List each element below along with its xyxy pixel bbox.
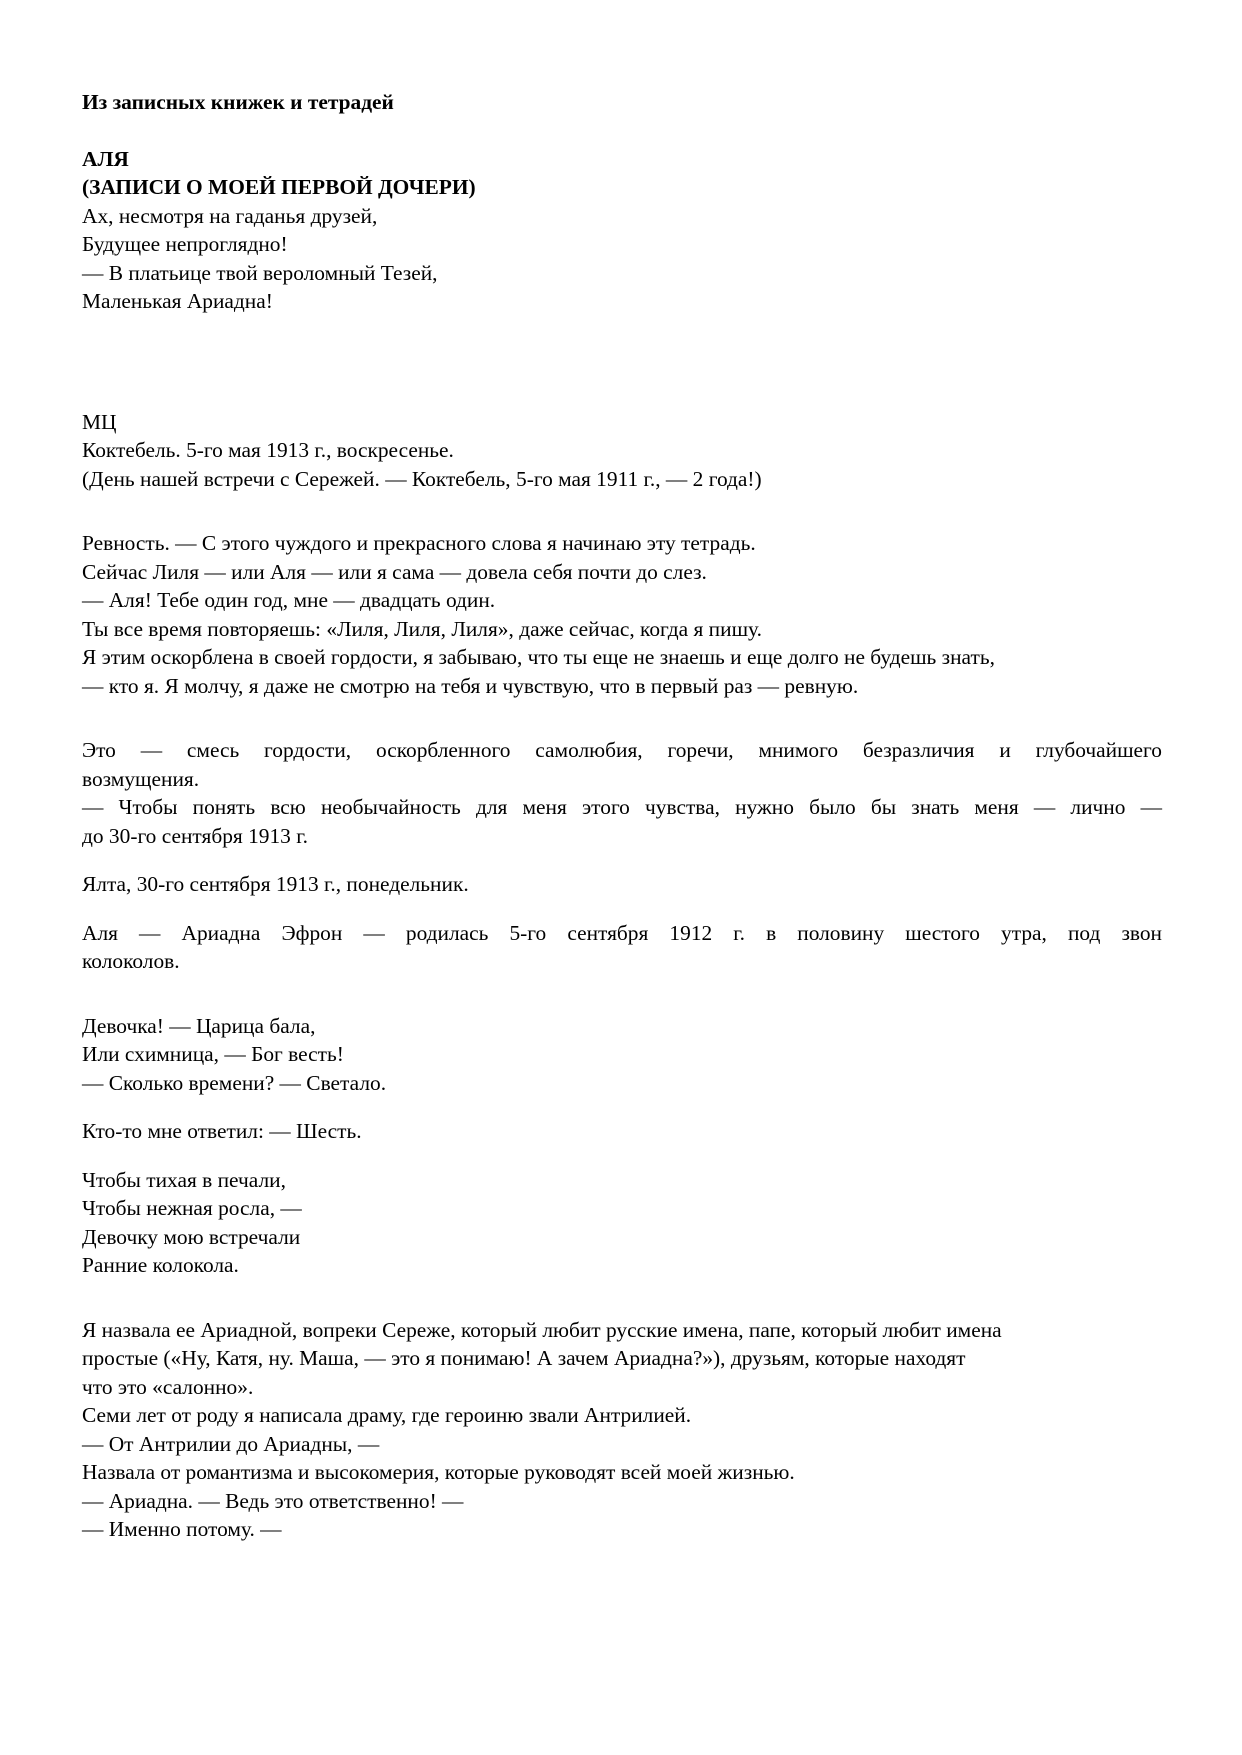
spacer xyxy=(82,117,1162,145)
text-line: Ты все время повторяешь: «Лиля, Лиля, Лиля», даже сейчас, когда я пишу. xyxy=(82,616,762,641)
poem-line: — Сколько времени? — Светало. xyxy=(82,1070,387,1095)
paragraph-birth xyxy=(82,919,1162,976)
text-line: — От Антрилии до Ариадны, — xyxy=(82,1431,380,1456)
text-line: Семи лет от роду я написала драму, где героиню звали Антрилией. xyxy=(82,1403,692,1427)
epigraph-line: Ах, несмотря на гаданья друзей, xyxy=(82,203,378,228)
paragraph-name xyxy=(82,1316,1162,1544)
poem-line: Или схимница, — Бог весть! xyxy=(82,1042,344,1066)
poem-line: Ранние колокола. xyxy=(82,1253,239,1277)
text-line: Назвала от романтизма и высокомерия, которые руководят всей моей жизнью. xyxy=(82,1460,795,1484)
heading-subtitle: (ЗАПИСИ О МОЕЙ ПЕРВОЙ ДОЧЕРИ) xyxy=(82,175,476,199)
spacer xyxy=(82,493,1162,529)
text-line: — кто я. Я молчу, я даже не смотрю на тебя и чувствую, что в первый раз — ревную. xyxy=(82,673,859,698)
text-line: до 30-го сентября 1913 г. xyxy=(82,823,308,848)
text-line: — Чтобы понять всю необычайность для меня этого чувства, нужно было бы знать меня — лично — xyxy=(82,795,1162,819)
epigraph xyxy=(82,202,1162,316)
section-title: Из записных книжек и тетрадей xyxy=(82,90,394,114)
poem-stanza xyxy=(82,1012,1162,1098)
epigraph-line: Маленькая Ариадна! xyxy=(82,289,273,313)
text-line: Аля — Ариадна Эфрон — родилась 5-го сентября 1912 г. в половину шестого утра, под звон xyxy=(82,920,1162,945)
place-date: Коктебель. 5-го мая 1913 г., воскресенье. xyxy=(82,438,454,462)
spacer xyxy=(82,850,1162,870)
text-line: Это — смесь гордости, оскорбленного самолюбия, горечи, мнимого безразличия и глубочайшего xyxy=(82,738,1162,762)
spacer xyxy=(82,976,1162,1012)
poem-line: Чтобы тихая в печали, xyxy=(82,1167,286,1192)
text-line: — Аля! Тебе один год, мне — двадцать один. xyxy=(82,588,496,612)
spacer xyxy=(82,1280,1162,1316)
epigraph-line: — В платьице твой вероломный Тезей, xyxy=(82,260,438,285)
poem-line: Девочку мою встречали xyxy=(82,1224,301,1249)
spacer xyxy=(82,316,1162,408)
poem-line: Кто-то мне ответил: — Шесть. xyxy=(82,1119,362,1143)
spacer xyxy=(82,899,1162,919)
text-line: Я назвала ее Ариадной, вопреки Сереже, который любит русские имена, папе, который любит имена xyxy=(82,1317,1002,1342)
heading-name: АЛЯ xyxy=(82,146,129,171)
spacer xyxy=(82,1146,1162,1166)
signature: МЦ xyxy=(82,409,117,434)
text-line: простые («Ну, Катя, ну. Маша, — это я понимаю! А зачем Ариадна?»), друзьям, которые находят xyxy=(82,1346,966,1370)
text-line: Сейчас Лиля — или Аля — или я сама — довела себя почти до слез. xyxy=(82,559,707,584)
text-line: — Ариадна. — Ведь это ответственно! — xyxy=(82,1488,464,1513)
paragraph-mixture xyxy=(82,736,1162,850)
place-date: Ялта, 30-го сентября 1913 г., понедельник. xyxy=(82,872,469,896)
epigraph-line: Будущее непроглядно! xyxy=(82,232,288,256)
document-page xyxy=(82,88,1162,1544)
poem-line: Девочка! — Царица бала, xyxy=(82,1013,316,1038)
poem-line: Чтобы нежная росла, — xyxy=(82,1196,302,1220)
text-line: что это «салонно». xyxy=(82,1374,254,1399)
paragraph-jealousy xyxy=(82,529,1162,700)
spacer xyxy=(82,700,1162,736)
poem-stanza xyxy=(82,1166,1162,1280)
text-line: — Именно потому. — xyxy=(82,1517,282,1541)
text-line: колоколов. xyxy=(82,949,180,973)
text-line: Ревность. — С этого чуждого и прекрасного слова я начинаю эту тетрадь. xyxy=(82,531,756,555)
place-note: (День нашей встречи с Сережей. — Коктебель, 5-го мая 1911 г., — 2 года!) xyxy=(82,466,762,491)
text-line: Я этим оскорблена в своей гордости, я забываю, что ты еще не знаешь и еще долго не будешь знать, xyxy=(82,645,995,669)
spacer xyxy=(82,1097,1162,1117)
text-line: возмущения. xyxy=(82,766,200,791)
